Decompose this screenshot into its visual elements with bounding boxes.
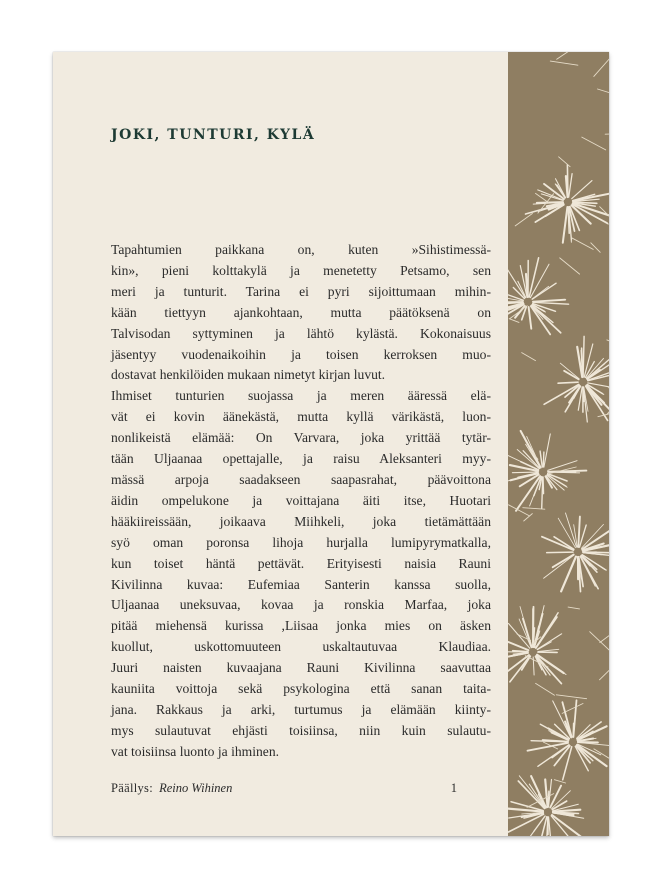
text-line: Kivilinna kuvaa: Eufemiaa Santerin kanssa suolla, xyxy=(111,576,491,592)
text-line: Talvisodan syttyminen ja lähtö kylästä. Kokonaisuus xyxy=(111,325,491,341)
text-line: pitää miehensä kurissa ,Liisaa jonka mies on äsken xyxy=(111,618,491,634)
text-line: tään Uljaanaa opettajalle, ja raisu Aleksanteri myy- xyxy=(111,451,491,467)
paragraph xyxy=(111,386,491,762)
book-back-cover xyxy=(53,52,609,836)
decorative-strip xyxy=(508,52,609,836)
text-line: kään tiettyyn ajankohtaan, mutta päätöksenä on xyxy=(111,304,491,320)
cover-footer xyxy=(111,781,457,796)
text-line: mässä arpoja saadakseen saapasrahat, päävoittona xyxy=(111,471,491,487)
text-line: kun toiset häntä pettävät. Erityisesti naisia Rauni xyxy=(111,555,491,571)
text-line: Juuri naisten kuvaajana Rauni Kivilinna saavuttaa xyxy=(111,660,491,676)
text-line: Ihmiset tunturien suojassa ja meren ääressä elä- xyxy=(111,388,491,404)
text-line: äidin ompelukone ja voittajana äiti itse, Huotari xyxy=(111,492,491,508)
text-line: hääkiireissään, joikaava Miihkeli, joka tietämättään xyxy=(111,513,491,529)
text-line: syö oman poronsa lihoja hurjalla lumipyrymatkalla, xyxy=(111,534,491,550)
text-line: nonlikeistä elämää: On Varvara, joka yrittää tytär- xyxy=(111,430,491,446)
cover-credit-label: Päällys: xyxy=(111,781,153,795)
text-line: vat toisiinsa luonto ja ihminen. xyxy=(111,743,280,759)
text-line: Tapahtumien paikkana on, kuten »Sihistimessä- xyxy=(111,242,491,257)
text-line: kin», pieni kolttakylä ja menetetty Petsamo, sen xyxy=(111,262,491,278)
page-number: 1 xyxy=(450,781,457,795)
book-title: JOKI, TUNTURI, KYLÄ xyxy=(111,127,316,143)
cover-artist-name: Reino Wihinen xyxy=(159,781,233,795)
text-line: jäsentyy vuodenaikoihin ja toisen kerroksen muo- xyxy=(111,346,491,362)
pine-branch-illustration xyxy=(508,52,609,836)
text-line: vät ei kovin äänekästä, mutta kyllä värikästä, luon- xyxy=(111,409,491,425)
text-line: dostavat henkilöiden mukaan nimetyt kirjan luvut. xyxy=(111,367,386,383)
text-line: mys sulautuvat ehjästi toisiinsa, niin kuin sulautu- xyxy=(111,722,491,738)
text-line: meri ja tunturit. Tarina ei pyri sijoittumaan mihin- xyxy=(111,283,491,299)
text-line: kauniita voittoja sekä psykologina että sanan taita- xyxy=(111,681,491,697)
text-line: Uljaanaa uneksuvaa, kovaa ja ronskia Marfaa, joka xyxy=(111,597,491,613)
paragraph xyxy=(111,240,491,386)
blurb-text xyxy=(111,240,491,763)
text-line: jana. Rakkaus ja arki, turtumus ja elämään kiinty- xyxy=(111,701,491,717)
text-line: kuollut, uskottomuuteen uskaltautuvaa Klaudiaa. xyxy=(111,639,491,655)
